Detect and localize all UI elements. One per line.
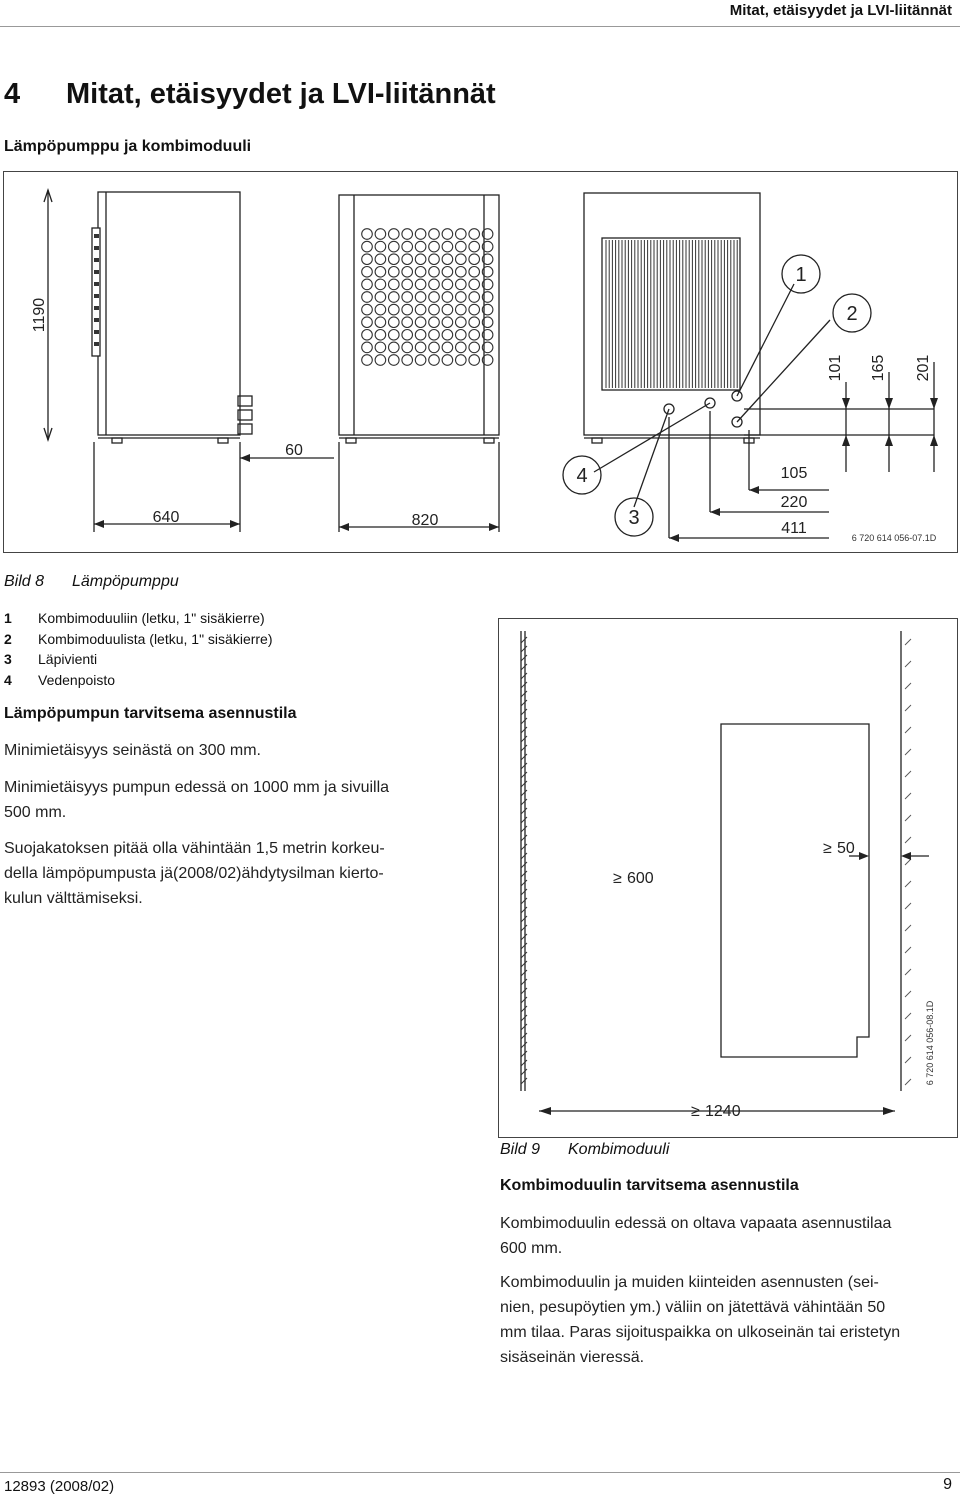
side-view-unit bbox=[98, 192, 240, 435]
grille-fins bbox=[606, 240, 737, 388]
figure-8-caption-label: Bild 8 bbox=[4, 573, 45, 590]
figure-8-drawing bbox=[4, 172, 957, 552]
dim-105-label: 105 bbox=[780, 465, 808, 482]
paragraph-combi-clearance: Kombimoduulin ja muiden kiinteiden asennusten (sei- nien, pesupöytien ym.) väliin on jätettävä vähintään 50 mm tilaa. Paras sijoituspaikka on ulkoseinän tai eristetyn sisäseinän vieressä. bbox=[500, 1274, 901, 1366]
geq-1240-symbol: ≥ bbox=[691, 1103, 700, 1120]
footer-rule bbox=[0, 1472, 960, 1473]
figure-9-drawing bbox=[499, 619, 957, 1137]
figure-9-frame bbox=[498, 618, 958, 1138]
combi-module bbox=[721, 724, 869, 1057]
geq-50-symbol: ≥ bbox=[823, 840, 832, 857]
dim-101-label: 101 bbox=[827, 354, 844, 382]
dim-640-label: 640 bbox=[152, 509, 180, 526]
header-rule bbox=[0, 26, 960, 27]
dim-50-label: 50 bbox=[837, 840, 855, 857]
callout-4-label: 4 bbox=[576, 465, 588, 487]
legend-item: 4 Vedenpoisto bbox=[4, 671, 116, 688]
dim-60-label: 60 bbox=[285, 442, 303, 459]
paragraph-wall-distance: Minimietäisyys seinästä on 300 mm. bbox=[4, 742, 261, 759]
wall-hatch-right bbox=[905, 639, 911, 1085]
callout-2-label: 2 bbox=[846, 303, 858, 325]
heat-exchanger-grille bbox=[602, 238, 740, 390]
wall-hatch-left bbox=[521, 637, 527, 1084]
section-title-install-space: Lämpöpumpun tarvitsema asennustila bbox=[4, 705, 297, 722]
dim-820-label: 820 bbox=[411, 512, 439, 529]
figure-8-frame bbox=[3, 171, 958, 553]
figure-8-caption-text: Lämpöpumppu bbox=[72, 573, 179, 590]
chapter-title: Mitat, etäisyydet ja LVI-liitännät bbox=[66, 78, 496, 110]
dim-165-label: 165 bbox=[870, 354, 887, 382]
dim-411-label: 411 bbox=[781, 520, 807, 537]
section-title-heatpump: Lämpöpumppu ja kombimoduuli bbox=[4, 138, 252, 155]
paragraph-shelter: Suojakatoksen pitää olla vähintään 1,5 metrin korkeu- della lämpöpumpusta jä(2008/02)ähdytysilman kierto- kulun välttämiseksi. bbox=[4, 840, 385, 907]
paragraph-combi-front: Kombimoduulin edessä on oltava vapaata asennustilaa 600 mm. bbox=[500, 1215, 892, 1257]
page-number: 9 bbox=[943, 1476, 952, 1493]
legend-item: 2 Kombimoduulista (letku, 1" sisäkierre) bbox=[4, 630, 273, 647]
figure-9-caption-label: Bild 9 bbox=[500, 1141, 541, 1158]
ventilation-holes bbox=[362, 229, 493, 366]
legend-item: 1 Kombimoduuliin (letku, 1" sisäkierre) bbox=[4, 610, 265, 626]
figure-9-caption-text: Kombimoduuli bbox=[568, 1141, 670, 1158]
figure-8-legend bbox=[4, 608, 273, 690]
dim-height-label: 1190 bbox=[31, 297, 48, 333]
paragraph-front-distance: Minimietäisyys pumpun edessä on 1000 mm ja sivuilla 500 mm. bbox=[4, 779, 390, 821]
figure-9-code: 6 720 614 056-08.1D bbox=[925, 1000, 935, 1086]
footer-doc-id: 12893 (2008/02) bbox=[4, 1478, 115, 1495]
dim-220-label: 220 bbox=[780, 494, 808, 511]
geq-600-symbol: ≥ bbox=[613, 870, 622, 887]
section-title-combi-space: Kombimoduulin tarvitsema asennustila bbox=[500, 1177, 799, 1194]
callout-3-label: 3 bbox=[628, 507, 640, 529]
dim-1240-label: 1240 bbox=[705, 1103, 741, 1120]
dim-201-label: 201 bbox=[915, 354, 932, 382]
dim-600-label: 600 bbox=[627, 870, 654, 887]
legend-item: 3 Läpivienti bbox=[4, 651, 98, 667]
figure-8-code: 6 720 614 056-07.1D bbox=[851, 533, 937, 543]
callout-1-label: 1 bbox=[795, 264, 807, 286]
running-header: Mitat, etäisyydet ja LVI-liitännät bbox=[729, 2, 952, 19]
chapter-number: 4 bbox=[4, 78, 21, 110]
